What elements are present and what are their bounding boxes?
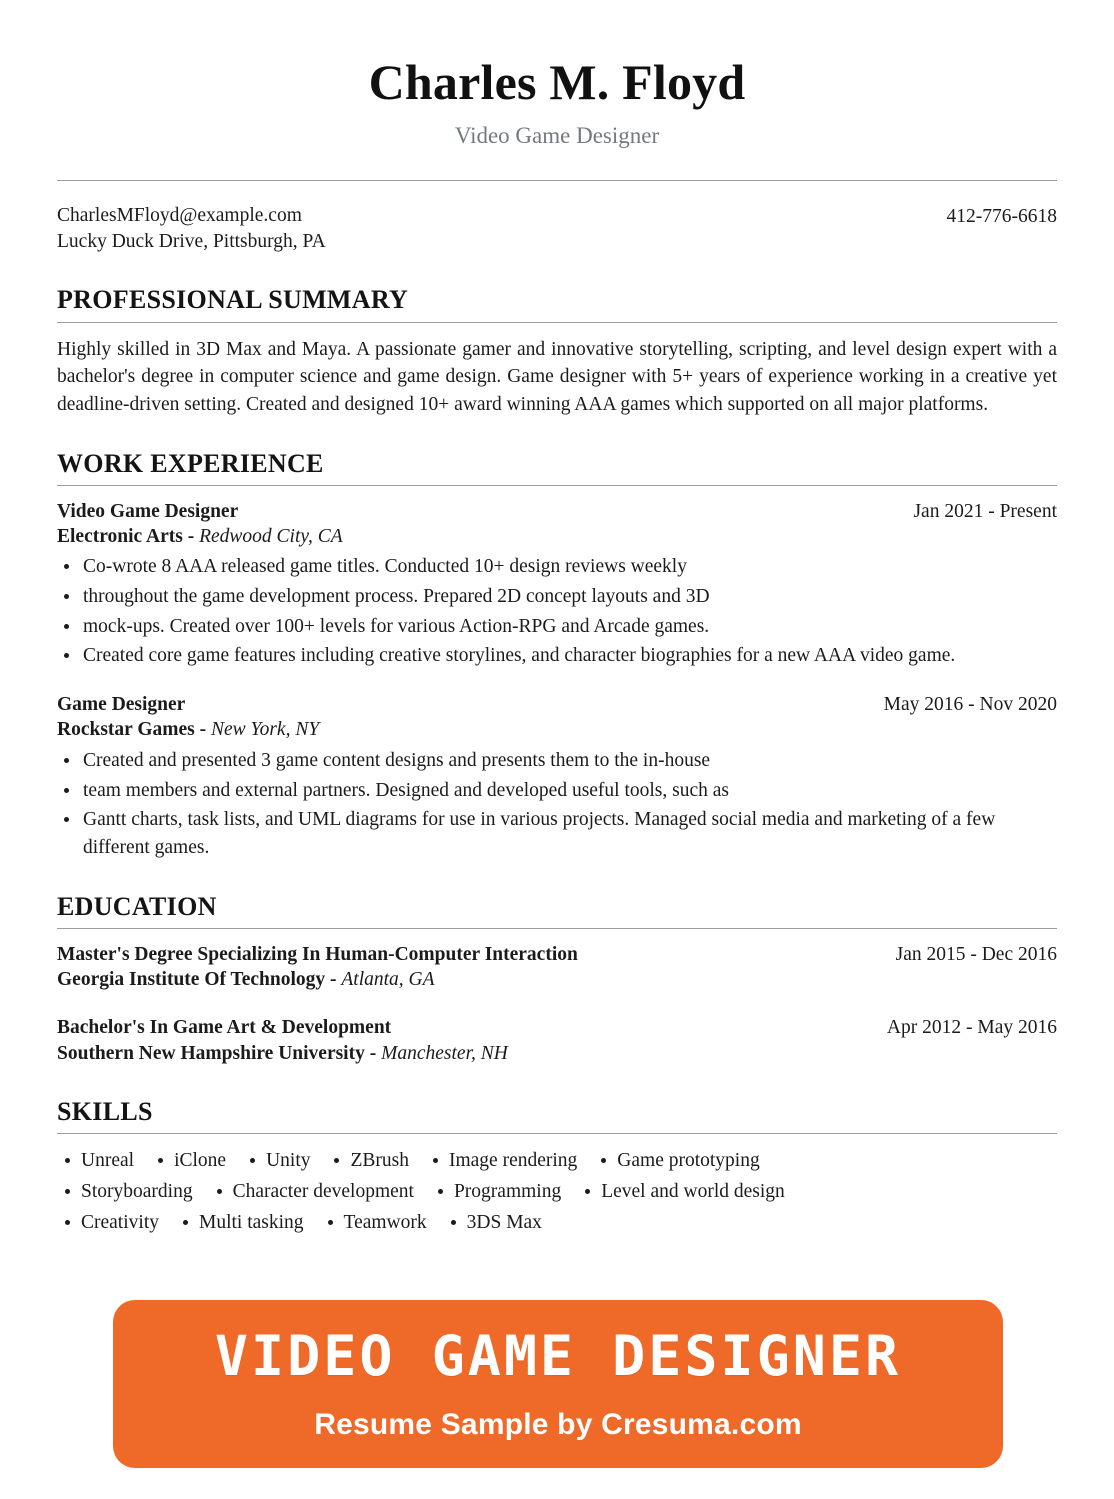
contact-left <box>57 203 326 256</box>
education-school: Georgia Institute Of Technology <box>57 969 326 991</box>
contact-address: Lucky Duck Drive, Pittsburgh, PA <box>57 231 326 253</box>
education-dates: Apr 2012 - May 2016 <box>886 1017 1057 1039</box>
education-school: Southern New Hampshire University <box>57 1042 365 1064</box>
work-bullets <box>57 747 1057 862</box>
skills-row <box>57 1147 1057 1174</box>
work-bullet: Created core game features including creative storylines, and character biographies for a new AAA video game. <box>57 642 1057 670</box>
work-bullet: mock-ups. Created over 100+ levels for various Action-RPG and Arcade games. <box>57 613 1057 641</box>
education-location: Atlanta, GA <box>341 969 435 991</box>
education-entry-header <box>57 942 1057 968</box>
skill-item: Creativity <box>57 1209 175 1236</box>
education-separator: - <box>364 1042 382 1064</box>
skill-item: Level and world design <box>577 1178 801 1205</box>
work-dates: May 2016 - Nov 2020 <box>883 694 1057 716</box>
work-bullets <box>57 553 1057 670</box>
work-entry <box>57 692 1057 861</box>
skill-item: Unity <box>242 1147 326 1174</box>
skill-item: Image rendering <box>425 1147 593 1174</box>
education-school-line <box>57 1041 1057 1067</box>
section-skills <box>57 1097 1057 1237</box>
section-title-work: WORK EXPERIENCE <box>57 448 324 478</box>
work-location: New York, NY <box>211 719 320 741</box>
resume-header <box>57 0 1057 148</box>
work-bullet: Co-wrote 8 AAA released game titles. Conducted 10+ design reviews weekly <box>57 553 1057 581</box>
promo-banner-subtitle[interactable]: Resume Sample by Cresuma.com <box>314 1407 802 1441</box>
skill-item: iClone <box>150 1147 242 1174</box>
section-title-education: EDUCATION <box>57 891 217 921</box>
work-company: Electronic Arts <box>57 526 183 548</box>
work-bullet: Created and presented 3 game content designs and presents them to the in-house <box>57 747 1057 775</box>
skill-item: 3DS Max <box>443 1209 558 1236</box>
work-role: Game Designer <box>57 694 186 716</box>
contact-email[interactable]: CharlesMFloyd@example.com <box>57 204 302 226</box>
section-divider-summary <box>57 322 1057 323</box>
section-divider-education <box>57 928 1057 929</box>
work-bullet: team members and external partners. Designed and developed useful tools, such as <box>57 777 1057 805</box>
section-divider-work <box>57 485 1057 486</box>
contact-block <box>57 181 1057 256</box>
work-company-line <box>57 717 1057 742</box>
work-company-line <box>57 524 1057 549</box>
promo-banner-title: VIDEO GAME DESIGNER <box>214 1323 902 1388</box>
skill-item: Teamwork <box>320 1209 443 1236</box>
education-school-line <box>57 967 1057 993</box>
education-entry-header <box>57 1015 1057 1041</box>
section-work-experience <box>57 449 1057 862</box>
skill-item: Game prototyping <box>593 1147 775 1174</box>
skill-item: Programming <box>430 1178 577 1205</box>
work-entry-header <box>57 692 1057 717</box>
education-location: Manchester, NH <box>381 1042 508 1064</box>
skill-item: Storyboarding <box>57 1178 209 1205</box>
skills-row <box>57 1178 1057 1205</box>
skills-row <box>57 1209 1057 1236</box>
skills-list <box>57 1147 1057 1237</box>
work-separator: - <box>182 526 200 548</box>
work-separator: - <box>194 719 211 741</box>
work-dates: Jan 2021 - Present <box>913 500 1057 522</box>
work-entry <box>57 499 1057 670</box>
contact-phone[interactable]: 412-776-6618 <box>946 205 1057 227</box>
skill-item: Multi tasking <box>175 1209 320 1236</box>
work-location: Redwood City, CA <box>199 526 343 548</box>
promo-banner <box>113 1300 1003 1468</box>
education-dates: Jan 2015 - Dec 2016 <box>895 943 1057 965</box>
education-entry <box>57 942 1057 993</box>
section-divider-skills <box>57 1133 1057 1134</box>
education-entry <box>57 1015 1057 1066</box>
work-role: Video Game Designer <box>57 500 239 522</box>
skill-item: Character development <box>209 1178 430 1205</box>
skill-item: ZBrush <box>326 1147 425 1174</box>
section-education <box>57 892 1057 1067</box>
skill-item: Unreal <box>57 1147 150 1174</box>
work-entry-header <box>57 499 1057 524</box>
summary-text: Highly skilled in 3D Max and Maya. A passionate gamer and innovative storytelling, scripting, and level design expert with a bachelor's degree in computer science and game design. Game designer with 5+ years of experience working in a creative yet deadline-driven setting. Created and designed 10+ award winning AAA games which supported on all major platforms. <box>57 338 1057 415</box>
education-degree: Bachelor's In Game Art & Development <box>57 1017 392 1039</box>
section-professional-summary <box>57 285 1057 418</box>
section-title-skills: SKILLS <box>57 1096 153 1126</box>
education-separator: - <box>325 969 342 991</box>
header-job-title: Video Game Designer <box>454 122 660 148</box>
section-title-summary: PROFESSIONAL SUMMARY <box>57 285 409 315</box>
work-company: Rockstar Games <box>57 719 195 741</box>
work-bullet: Gantt charts, task lists, and UML diagrams for use in various projects. Managed social media and marketing of a few different games. <box>57 806 1057 861</box>
page-title: Charles M. Floyd <box>368 54 746 110</box>
education-degree: Master's Degree Specializing In Human-Computer Interaction <box>57 943 578 965</box>
work-bullet: throughout the game development process. Prepared 2D concept layouts and 3D <box>57 583 1057 611</box>
